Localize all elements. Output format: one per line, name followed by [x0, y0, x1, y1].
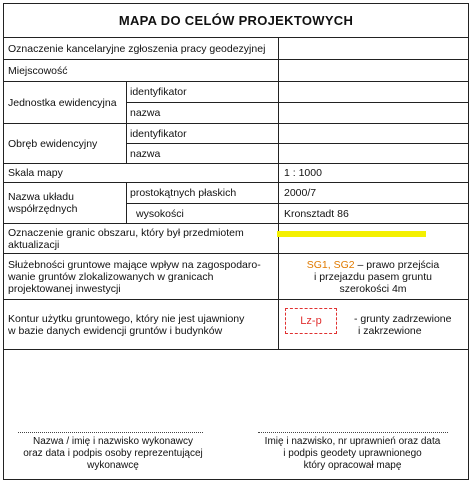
- document-title: MAPA DO CELÓW PROJEKTOWYCH: [4, 4, 468, 38]
- boundary-highlight-symbol: [277, 231, 426, 237]
- map-title-block: [3, 3, 469, 480]
- row-cadastral-unit: [4, 82, 468, 124]
- row-easements: [4, 254, 468, 300]
- value-easements: SG1, SG2 – prawo przejścia i przejazdu pasem gruntu szerokości 4m: [306, 258, 440, 295]
- signature-line-left: [18, 432, 203, 433]
- label-unit-id: identyfikator: [130, 86, 187, 98]
- label-district-id: identyfikator: [130, 127, 187, 140]
- easement-codes: SG1, SG2: [306, 258, 355, 271]
- label-planar-coords: prostokątnych płaskich: [130, 187, 237, 199]
- row-coordinate-system: [4, 183, 468, 224]
- label-locality: Miejscowość: [8, 64, 68, 77]
- signature-line-right: [258, 432, 448, 433]
- label-district-name: nazwa: [130, 147, 161, 160]
- value-planar-coords: 2000/7: [284, 187, 317, 199]
- label-unit-name: nazwa: [130, 107, 161, 119]
- row-land-use-contour: [4, 300, 468, 350]
- row-boundary-marking: [4, 224, 468, 254]
- label-map-scale: Skala mapy: [8, 167, 63, 179]
- label-cadastral-district: Obręb ewidencyjny: [8, 137, 98, 150]
- label-registration: Oznaczenie kancelaryjne zgłoszenia pracy geodezyjnej: [8, 42, 266, 55]
- label-cadastral-unit: Jednostka ewidencyjna: [8, 96, 117, 109]
- label-boundary-marking: Oznaczenie granic obszaru, który był przedmiotem aktualizacji: [8, 226, 244, 251]
- label-coordinate-system: Nazwa układu współrzędnych: [8, 191, 78, 215]
- signature-caption-contractor: Nazwa / imię i nazwisko wykonawcy oraz data i podpis osoby reprezentującej wykonawcę: [23, 436, 203, 471]
- land-use-symbol: Lz-p: [285, 308, 337, 334]
- label-easements: Służebności gruntowe mające wpływ na zagospodaro- wanie gruntów zlokalizowanych w granicach projektowanej inwestycji: [8, 258, 261, 295]
- signature-caption-surveyor: Imię i nazwisko, nr uprawnień oraz data i podpis geodety uprawnionego który opracował mapę: [264, 436, 441, 471]
- row-locality: [4, 60, 468, 82]
- value-map-scale: 1 : 1000: [284, 167, 322, 179]
- label-land-use-contour: Kontur użytku gruntowego, który nie jest ujawniony w bazie danych ewidencji gruntów i budynków: [8, 312, 245, 337]
- row-registration: [4, 38, 468, 60]
- value-height-system: Kronsztadt 86: [284, 207, 349, 220]
- row-cadastral-district: [4, 124, 468, 164]
- value-land-use-desc: - grunty zadrzewione i zakrzewione: [354, 312, 452, 337]
- label-height-system: wysokości: [136, 207, 184, 220]
- row-map-scale: [4, 164, 468, 183]
